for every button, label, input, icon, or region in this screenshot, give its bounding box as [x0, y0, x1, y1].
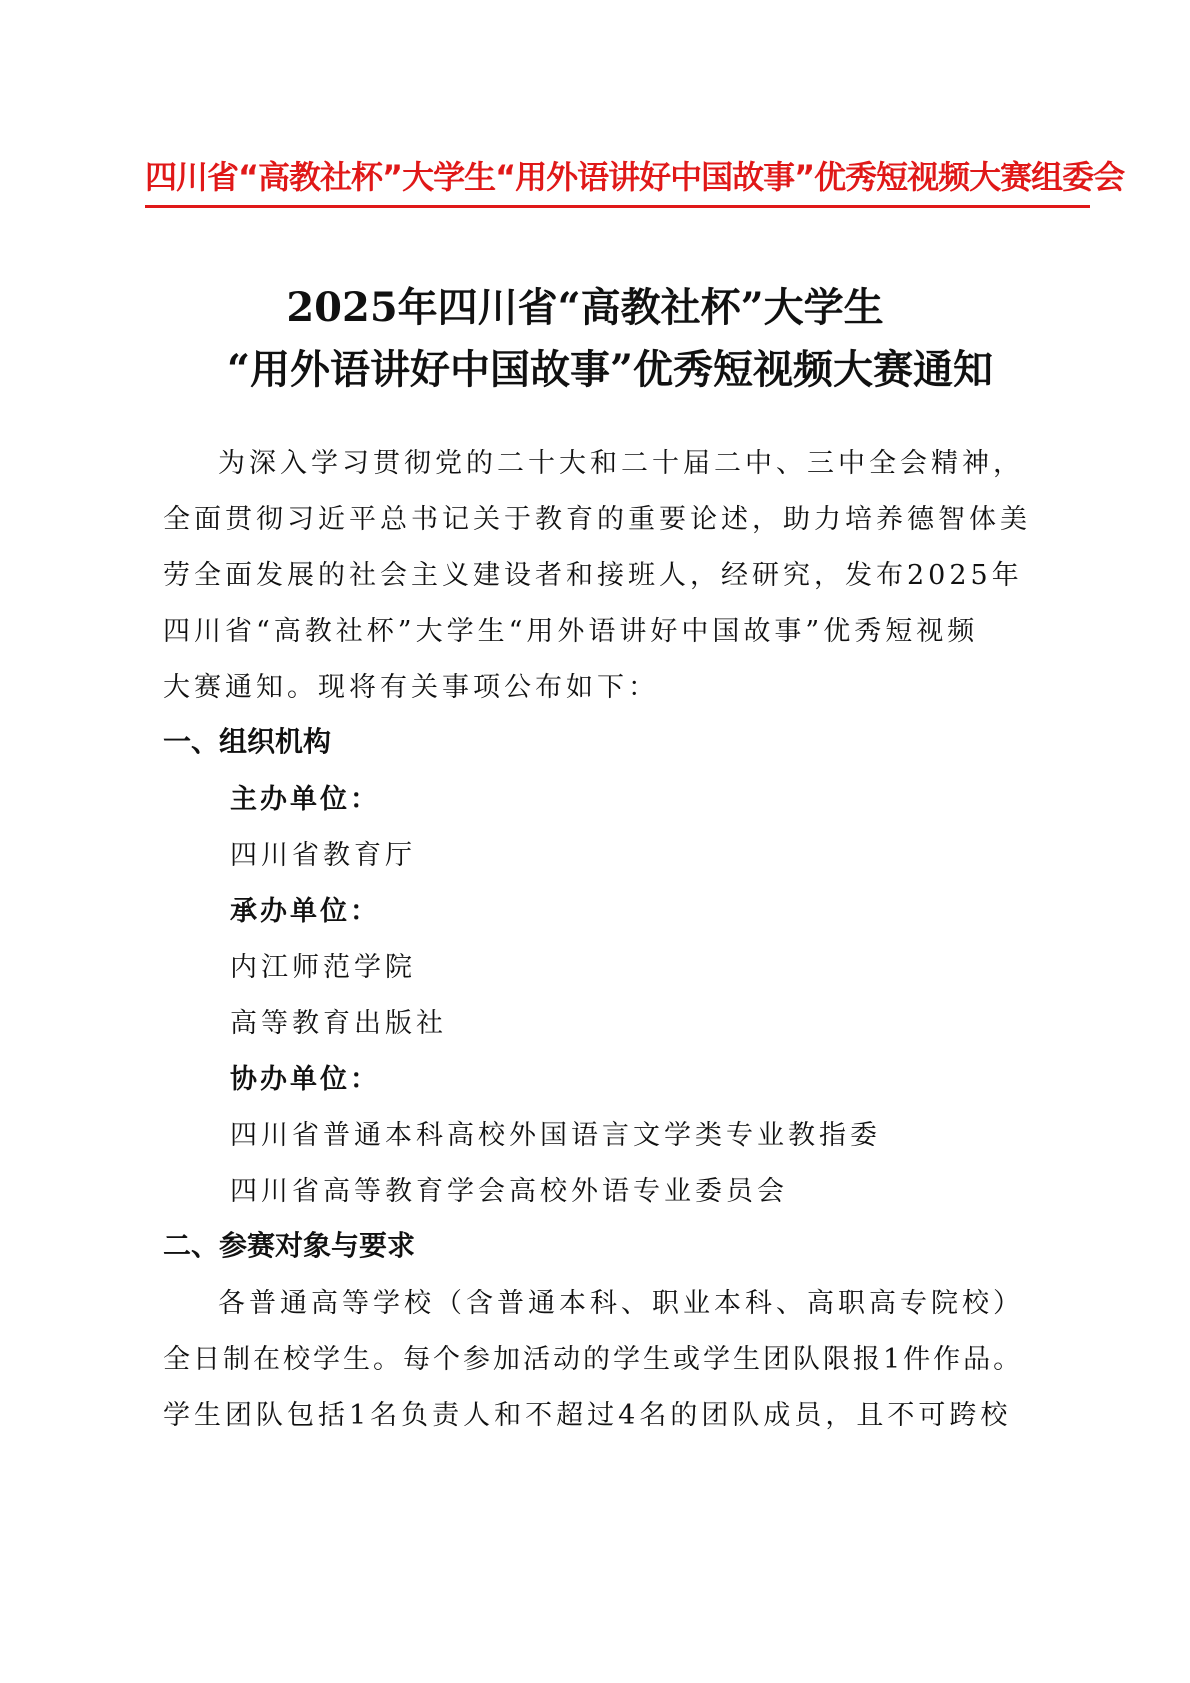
section-heading-participants: 二、参赛对象与要求 [163, 1229, 416, 1262]
organizer-unit-label: 承办单位： [230, 896, 380, 927]
intro-paragraph-line: 劳全面发展的社会主义建设者和接班人，经研究，发布2025年 [163, 560, 1023, 591]
intro-paragraph-line: 大赛通知。现将有关事项公布如下： [163, 672, 659, 703]
letterhead-red-rule [145, 205, 1090, 208]
coorganizer-unit-label: 协办单位： [230, 1064, 380, 1095]
participants-paragraph-line: 全日制在校学生。每个参加活动的学生或学生团队限报1件作品。 [163, 1344, 1024, 1375]
coorganizer-unit-item: 四川省高等教育学会高校外语专业委员会 [230, 1176, 788, 1207]
intro-paragraph-line: 全面贯彻习近平总书记关于教育的重要论述，助力培养德智体美 [163, 504, 1031, 535]
intro-paragraph-line: 四川省“高教社杯”大学生“用外语讲好中国故事”优秀短视频 [163, 616, 979, 647]
organizer-unit-item: 高等教育出版社 [230, 1008, 447, 1039]
participants-paragraph-line: 各普通高等学校（含普通本科、职业本科、高职高专院校） [218, 1288, 1024, 1319]
document-title-line-2: “用外语讲好中国故事”优秀短视频大赛通知 [226, 346, 993, 393]
intro-paragraph-line: 为深入学习贯彻党的二十大和二十届二中、三中全会精神， [218, 448, 1024, 479]
participants-paragraph-line: 学生团队包括1名负责人和不超过4名的团队成员，且不可跨校 [163, 1400, 1012, 1431]
section-heading-organization: 一、组织机构 [163, 725, 332, 758]
coorganizer-unit-item: 四川省普通本科高校外国语言文学类专业教指委 [230, 1120, 881, 1151]
host-unit-label: 主办单位： [230, 784, 380, 815]
document-title-line-1: 2025年四川省“高教社杯”大学生 [286, 284, 884, 331]
organizer-unit-item: 内江师范学院 [230, 952, 416, 983]
host-unit-item: 四川省教育厅 [230, 840, 416, 871]
letterhead-organization: 四川省“高教社杯”大学生“用外语讲好中国故事”优秀短视频大赛组委会 [145, 158, 1125, 196]
